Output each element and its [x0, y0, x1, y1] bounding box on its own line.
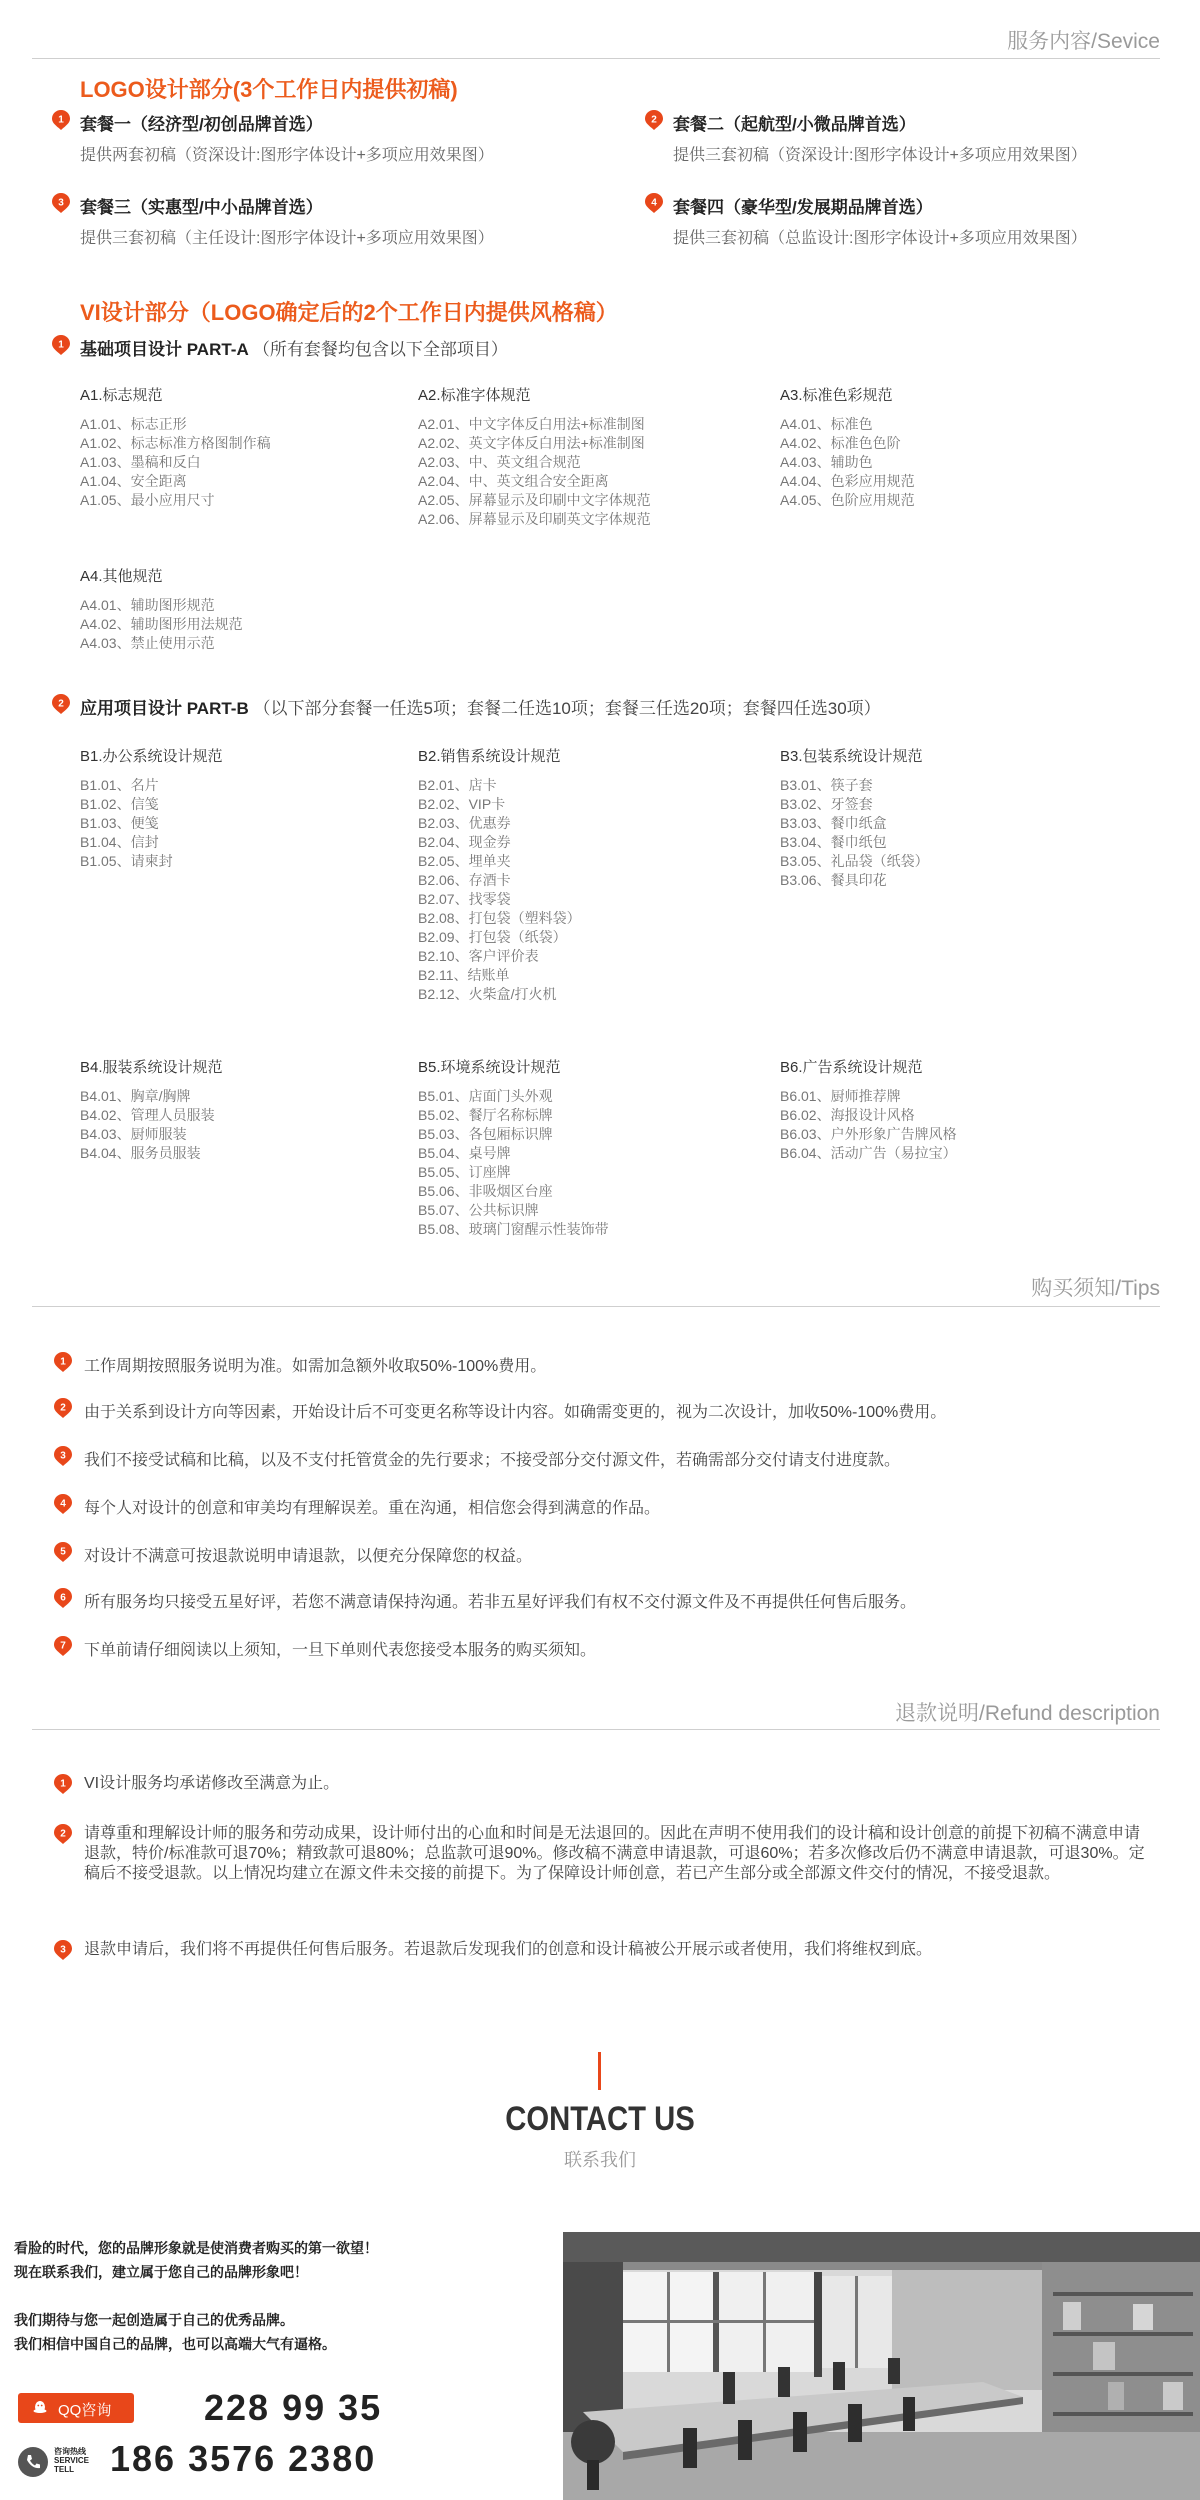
- vi-section-title: VI设计部分（LOGO确定后的2个工作日内提供风格稿）: [80, 300, 618, 325]
- tip-badge: [54, 1398, 72, 1418]
- office-photo: [563, 2232, 1200, 2500]
- svg-text:6: 6: [60, 1592, 66, 1604]
- spec-item: A1.04、安全距离: [80, 473, 187, 489]
- svg-text:7: 7: [60, 1640, 66, 1652]
- spec-group: [80, 745, 223, 871]
- hotline-label-cn: 咨询热线: [54, 2447, 86, 2456]
- spec-group-title: A4.其他规范: [80, 568, 163, 585]
- spec-group: [80, 565, 243, 653]
- tip-badge: [54, 1588, 72, 1608]
- service-divider: [32, 58, 1160, 59]
- svg-text:2: 2: [58, 698, 64, 710]
- package-description: 提供三套初稿（总监设计:图形字体设计+多项应用效果图）: [673, 230, 1087, 247]
- contact-accent-bar: [598, 2052, 601, 2090]
- spec-group-title: B5.环境系统设计规范: [418, 1059, 561, 1076]
- spec-group-title: A1.标志规范: [80, 387, 163, 404]
- spec-item: B2.06、存酒卡: [418, 872, 511, 888]
- spec-group-title: B4.服装系统设计规范: [80, 1059, 223, 1076]
- refund-badge: [54, 1774, 72, 1794]
- package-description: 提供三套初稿（资深设计:图形字体设计+多项应用效果图）: [673, 147, 1087, 164]
- refund-text: VI设计服务均承诺修改至满意为止。: [84, 1775, 340, 1792]
- spec-item: B6.01、厨师推荐牌: [780, 1088, 901, 1104]
- package-description: 提供三套初稿（主任设计:图形字体设计+多项应用效果图）: [80, 230, 494, 247]
- package-badge: [52, 193, 70, 213]
- spec-item: B2.01、店卡: [418, 777, 497, 793]
- spec-item: A1.03、墨稿和反白: [80, 454, 201, 470]
- spec-item: A2.06、屏幕显示及印刷英文字体规范: [418, 511, 651, 527]
- contact-line-4: 我们相信中国自己的品牌，也可以高端大气有逼格。: [14, 2336, 336, 2352]
- spec-item: B6.03、户外形象广告牌风格: [780, 1126, 957, 1142]
- package-title: 套餐一（经济型/初创品牌首选）: [80, 115, 323, 134]
- contact-line-3: 我们期待与您一起创造属于自己的优秀品牌。: [14, 2312, 294, 2328]
- part-a-title: [80, 335, 508, 360]
- spec-group: [780, 384, 915, 510]
- spec-item: A4.04、色彩应用规范: [780, 473, 915, 489]
- part-a-note: （所有套餐均包含以下全部项目）: [252, 340, 508, 359]
- spec-group-title: B6.广告系统设计规范: [780, 1059, 923, 1076]
- hotline-number: 186 3576 2380: [110, 2438, 377, 2479]
- spec-item: A1.05、最小应用尺寸: [80, 492, 215, 508]
- spec-group: [418, 1056, 609, 1239]
- svg-text:3: 3: [60, 1944, 66, 1956]
- spec-item: B2.09、打包袋（纸袋）: [418, 929, 567, 945]
- spec-group-title: B3.包装系统设计规范: [780, 748, 923, 765]
- svg-text:2: 2: [60, 1828, 66, 1840]
- spec-item: A2.03、中、英文组合规范: [418, 454, 581, 470]
- tip-badge: [54, 1494, 72, 1514]
- spec-item: B2.02、VIP卡: [418, 796, 506, 812]
- part-a-badge: [52, 335, 70, 355]
- package-title: 套餐二（起航型/小微品牌首选）: [673, 115, 916, 134]
- refund-text: 请尊重和理解设计师的服务和劳动成果，设计师付出的心血和时间是无法退回的。因此在声明不使用我们的设计稿和设计创意的前提下初稿不满意申请退款，特价/标准款可退70%；精致款可退80%；总监款可退90%。修改稿不满意申请退款，可退60%；若多次修改后仍不满意申请退款，可退30%。定稿后不接受退款。以上情况均建立在源文件未交接的前提下。为了保障设计师创意，若已产生部分或全部源文件交付的情况，不接受退款。: [84, 1825, 1145, 1882]
- spec-item: B3.02、牙签套: [780, 796, 873, 812]
- spec-item: B2.08、打包袋（塑料袋）: [418, 910, 581, 926]
- package-description: 提供两套初稿（资深设计:图形字体设计+多项应用效果图）: [80, 147, 494, 164]
- spec-group-title: B1.办公系统设计规范: [80, 748, 223, 765]
- spec-item: B6.02、海报设计风格: [780, 1107, 915, 1123]
- spec-item: B1.03、便笺: [80, 815, 159, 831]
- tip-text: 下单前请仔细阅读以上须知，一旦下单则代表您接受本服务的购买须知。: [84, 1642, 597, 1659]
- spec-item: B4.04、服务员服装: [80, 1145, 201, 1161]
- svg-text:2: 2: [651, 114, 657, 126]
- spec-item: A4.03、辅助色: [780, 454, 873, 470]
- spec-item: A4.01、辅助图形规范: [80, 597, 215, 613]
- spec-item: B4.02、管理人员服装: [80, 1107, 215, 1123]
- spec-item: B3.03、餐巾纸盒: [780, 815, 887, 831]
- qq-consult-button[interactable]: [18, 2393, 134, 2423]
- spec-item: A1.02、标志标准方格图制作稿: [80, 435, 271, 451]
- spec-item: A4.05、色阶应用规范: [780, 492, 915, 508]
- spec-item: B5.01、店面门头外观: [418, 1088, 553, 1104]
- spec-item: B3.04、餐巾纸包: [780, 834, 887, 850]
- contact-line-2: 现在联系我们，建立属于您自己的品牌形象吧！: [14, 2264, 308, 2280]
- svg-text:2: 2: [60, 1402, 66, 1414]
- tip-text: 由于关系到设计方向等因素，开始设计后不可变更名称等设计内容。如确需变更的，视为二次设计，加收50%-100%费用。: [84, 1404, 947, 1421]
- tip-badge: [54, 1636, 72, 1656]
- spec-item: B2.11、结账单: [418, 967, 510, 983]
- qq-consult-label: QQ咨询: [58, 2402, 112, 2419]
- spec-group: [418, 384, 651, 529]
- spec-item: B5.07、公共标识牌: [418, 1202, 539, 1218]
- part-a-title-text: 基础项目设计 PART-A: [80, 340, 249, 359]
- spec-item: A4.02、标准色色阶: [780, 435, 901, 451]
- spec-item: B2.05、埋单夹: [418, 853, 511, 869]
- spec-group: [780, 745, 929, 890]
- spec-item: B1.01、名片: [80, 777, 159, 793]
- spec-item: A2.04、中、英文组合安全距离: [418, 473, 609, 489]
- svg-text:4: 4: [651, 197, 657, 209]
- spec-item: A4.02、辅助图形用法规范: [80, 616, 243, 632]
- tip-text: 对设计不满意可按退款说明申请退款，以便充分保障您的权益。: [84, 1548, 533, 1565]
- part-b-title-text: 应用项目设计 PART-B: [80, 699, 249, 718]
- spec-item: B2.03、优惠券: [418, 815, 511, 831]
- spec-item: B3.05、礼品袋（纸袋）: [780, 853, 929, 869]
- spec-group: [80, 384, 271, 510]
- spec-item: A2.02、英文字体反白用法+标准制图: [418, 435, 645, 451]
- hotline-label: [54, 2447, 89, 2474]
- tip-text: 所有服务均只接受五星好评，若您不满意请保持沟通。若非五星好评我们有权不交付源文件及不再提供任何售后服务。: [84, 1594, 917, 1611]
- tips-section-header: 购买须知/Tips: [1031, 1277, 1160, 1300]
- qq-number: 228 99 35: [204, 2387, 383, 2428]
- refund-text: 退款申请后，我们将不再提供任何售后服务。若退款后发现我们的创意和设计稿被公开展示或者使用，我们将维权到底。: [84, 1941, 933, 1958]
- service-section-header: 服务内容/Sevice: [1007, 30, 1160, 53]
- spec-group-title: B2.销售系统设计规范: [418, 748, 561, 765]
- refund-badge: [54, 1824, 72, 1844]
- spec-item: B5.06、非吸烟区台座: [418, 1183, 553, 1199]
- spec-item: A4.01、标准色: [780, 416, 873, 432]
- spec-item: B1.04、信封: [80, 834, 159, 850]
- contact-title: CONTACT US: [505, 2100, 695, 2138]
- tip-badge: [54, 1352, 72, 1372]
- package-badge: [645, 110, 663, 130]
- svg-text:1: 1: [60, 1778, 66, 1790]
- spec-item: B4.01、胸章/胸牌: [80, 1088, 191, 1104]
- svg-text:4: 4: [60, 1498, 66, 1510]
- spec-item: B5.02、餐厅名称标牌: [418, 1107, 553, 1123]
- spec-group-title: A2.标准字体规范: [418, 387, 531, 404]
- spec-item: B1.05、请柬封: [80, 853, 173, 869]
- spec-item: B2.10、客户评价表: [418, 948, 539, 964]
- spec-group: [780, 1056, 957, 1163]
- spec-item: B1.02、信笺: [80, 796, 159, 812]
- spec-item: A1.01、标志正形: [80, 416, 187, 432]
- spec-item: B6.04、活动广告（易拉宝）: [780, 1145, 957, 1161]
- package-title: 套餐三（实惠型/中小品牌首选）: [80, 198, 323, 217]
- spec-item: B5.05、订座牌: [418, 1164, 511, 1180]
- svg-text:1: 1: [60, 1356, 66, 1368]
- svg-text:1: 1: [58, 339, 64, 351]
- spec-item: B5.03、各包厢标识牌: [418, 1126, 553, 1142]
- tip-text: 工作周期按照服务说明为准。如需加急额外收取50%-100%费用。: [84, 1358, 547, 1375]
- hotline-label-en2: TELL: [54, 2465, 74, 2474]
- tip-text: 每个人对设计的创意和审美均有理解误差。重在沟通，相信您会得到满意的作品。: [84, 1500, 661, 1517]
- spec-item: B4.03、厨师服装: [80, 1126, 187, 1142]
- spec-item: A2.01、中文字体反白用法+标准制图: [418, 416, 645, 432]
- tips-divider: [32, 1306, 1160, 1307]
- part-b-title: [80, 694, 881, 719]
- tip-text: 我们不接受试稿和比稿，以及不支付托管赏金的先行要求；不接受部分交付源文件，若确需部分交付请支付进度款。: [84, 1452, 901, 1469]
- phone-icon: [18, 2447, 48, 2477]
- spec-item: B2.04、现金券: [418, 834, 511, 850]
- refund-divider: [32, 1729, 1160, 1730]
- part-b-badge: [52, 694, 70, 714]
- spec-item: B2.07、找零袋: [418, 891, 511, 907]
- spec-item: B3.06、餐具印花: [780, 872, 887, 888]
- part-b-note: （以下部分套餐一任选5项；套餐二任选10项；套餐三任选20项；套餐四任选30项）: [253, 699, 881, 718]
- svg-text:3: 3: [58, 197, 64, 209]
- svg-text:3: 3: [60, 1450, 66, 1462]
- spec-item: A4.03、禁止使用示范: [80, 635, 215, 651]
- spec-group-title: A3.标准色彩规范: [780, 387, 893, 404]
- spec-item: B5.08、玻璃门窗醒示性装饰带: [418, 1221, 609, 1237]
- hotline-label-en1: SERVICE: [54, 2456, 89, 2465]
- contact-subtitle: 联系我们: [564, 2150, 636, 2170]
- svg-text:5: 5: [60, 1546, 66, 1558]
- spec-item: B3.01、筷子套: [780, 777, 873, 793]
- spec-item: A2.05、屏幕显示及印刷中文字体规范: [418, 492, 651, 508]
- contact-line-1: 看脸的时代，您的品牌形象就是使消费者购买的第一欲望！: [14, 2240, 378, 2256]
- spec-group: [418, 745, 581, 1004]
- refund-badge: [54, 1940, 72, 1960]
- package-title: 套餐四（豪华型/发展期品牌首选）: [673, 198, 933, 217]
- svg-text:1: 1: [58, 114, 64, 126]
- logo-section-title: LOGO设计部分(3个工作日内提供初稿): [80, 77, 458, 102]
- qq-penguin-icon: [32, 2400, 48, 2416]
- tip-badge: [54, 1446, 72, 1466]
- spec-item: B5.04、桌号牌: [418, 1145, 511, 1161]
- refund-section-header: 退款说明/Refund description: [895, 1702, 1160, 1725]
- tip-badge: [54, 1542, 72, 1562]
- spec-group: [80, 1056, 223, 1163]
- spec-item: B2.12、火柴盒/打火机: [418, 986, 557, 1002]
- package-badge: [645, 193, 663, 213]
- package-badge: [52, 110, 70, 130]
